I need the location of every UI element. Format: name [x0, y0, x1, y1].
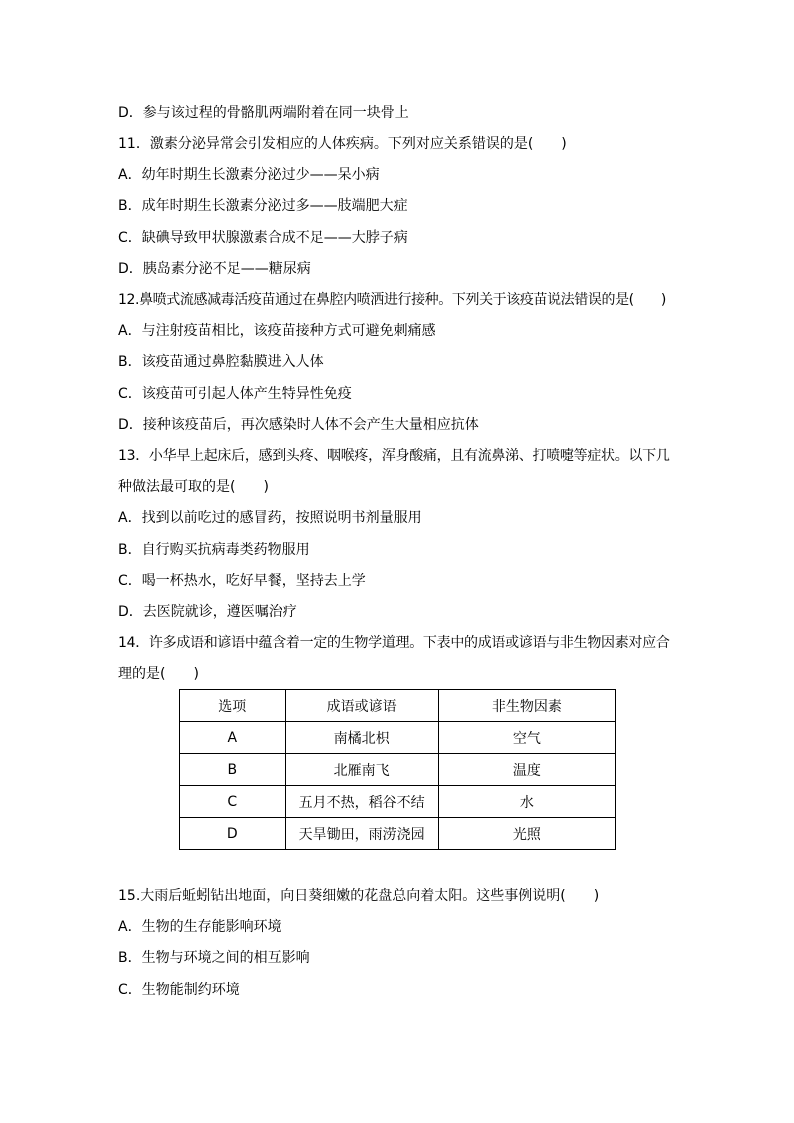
- table-header-cell: 非生物因素: [438, 690, 615, 722]
- question-14-cont: 理的是( ): [118, 666, 199, 682]
- option-15c: C．生物能制约环境: [118, 982, 240, 998]
- option-10d: D．参与该过程的骨骼肌两端附着在同一块骨上: [118, 105, 409, 121]
- option-12c: C．该疫苗可引起人体产生特异性免疫: [118, 386, 352, 402]
- option-13d: D．去医院就诊，遵医嘱治疗: [118, 604, 297, 620]
- table-cell: 空气: [438, 722, 615, 754]
- table-cell: 天旱锄田，雨涝浇园: [285, 818, 438, 850]
- table-row: [180, 786, 616, 818]
- table-cell: 光照: [438, 818, 615, 850]
- question-14: 14．许多成语和谚语中蕴含着一定的生物学道理。下表中的成语或谚语与非生物因素对应合: [118, 635, 670, 651]
- table-cell: 北雁南飞: [285, 754, 438, 786]
- option-12b: B．该疫苗通过鼻腔黏膜进入人体: [118, 354, 324, 370]
- table-cell: D: [180, 818, 286, 850]
- option-13c: C．喝一杯热水，吃好早餐，坚持去上学: [118, 573, 366, 589]
- option-11b: B．成年时期生长激素分泌过多——肢端肥大症: [118, 198, 408, 214]
- table-header-cell: 成语或谚语: [285, 690, 438, 722]
- table-row: [180, 818, 616, 850]
- table-cell: A: [180, 722, 286, 754]
- question-14-table: [179, 689, 616, 850]
- question-15: 15.大雨后蚯蚓钻出地面，向日葵细嫩的花盘总向着太阳。这些事例说明( ): [118, 888, 600, 904]
- option-15b: B．生物与环境之间的相互影响: [118, 950, 310, 966]
- question-11: 11．激素分泌异常会引发相应的人体疾病。下列对应关系错误的是( ): [118, 136, 567, 152]
- table-row: [180, 722, 616, 754]
- option-15a: A．生物的生存能影响环境: [118, 919, 282, 935]
- option-13b: B．自行购买抗病毒类药物服用: [118, 542, 310, 558]
- option-12d: D．接种该疫苗后，再次感染时人体不会产生大量相应抗体: [118, 417, 479, 433]
- question-13: 13．小华早上起床后，感到头疼、咽喉疼，浑身酸痛，且有流鼻涕、打喷嚏等症状。以下几: [118, 448, 670, 464]
- table-cell: B: [180, 754, 286, 786]
- table-cell: C: [180, 786, 286, 818]
- option-13a: A．找到以前吃过的感冒药，按照说明书剂量服用: [118, 510, 422, 526]
- table-header-cell: 选项: [180, 690, 286, 722]
- option-11a: A．幼年时期生长激素分泌过少——呆小病: [118, 167, 380, 183]
- table-cell: 温度: [438, 754, 615, 786]
- question-13-cont: 种做法最可取的是( ): [118, 479, 269, 495]
- table-row: [180, 754, 616, 786]
- table-cell: 南橘北枳: [285, 722, 438, 754]
- table-cell: 水: [438, 786, 615, 818]
- option-11d: D．胰岛素分泌不足——糖尿病: [118, 261, 311, 277]
- table-header-row: [180, 690, 616, 722]
- option-11c: C．缺碘导致甲状腺激素合成不足——大脖子病: [118, 230, 408, 246]
- option-12a: A．与注射疫苗相比，该疫苗接种方式可避免刺痛感: [118, 323, 436, 339]
- table-cell: 五月不热，稻谷不结: [285, 786, 438, 818]
- question-12: 12.鼻喷式流感减毒活疫苗通过在鼻腔内喷洒进行接种。下列关于该疫苗说法错误的是( ): [118, 292, 666, 308]
